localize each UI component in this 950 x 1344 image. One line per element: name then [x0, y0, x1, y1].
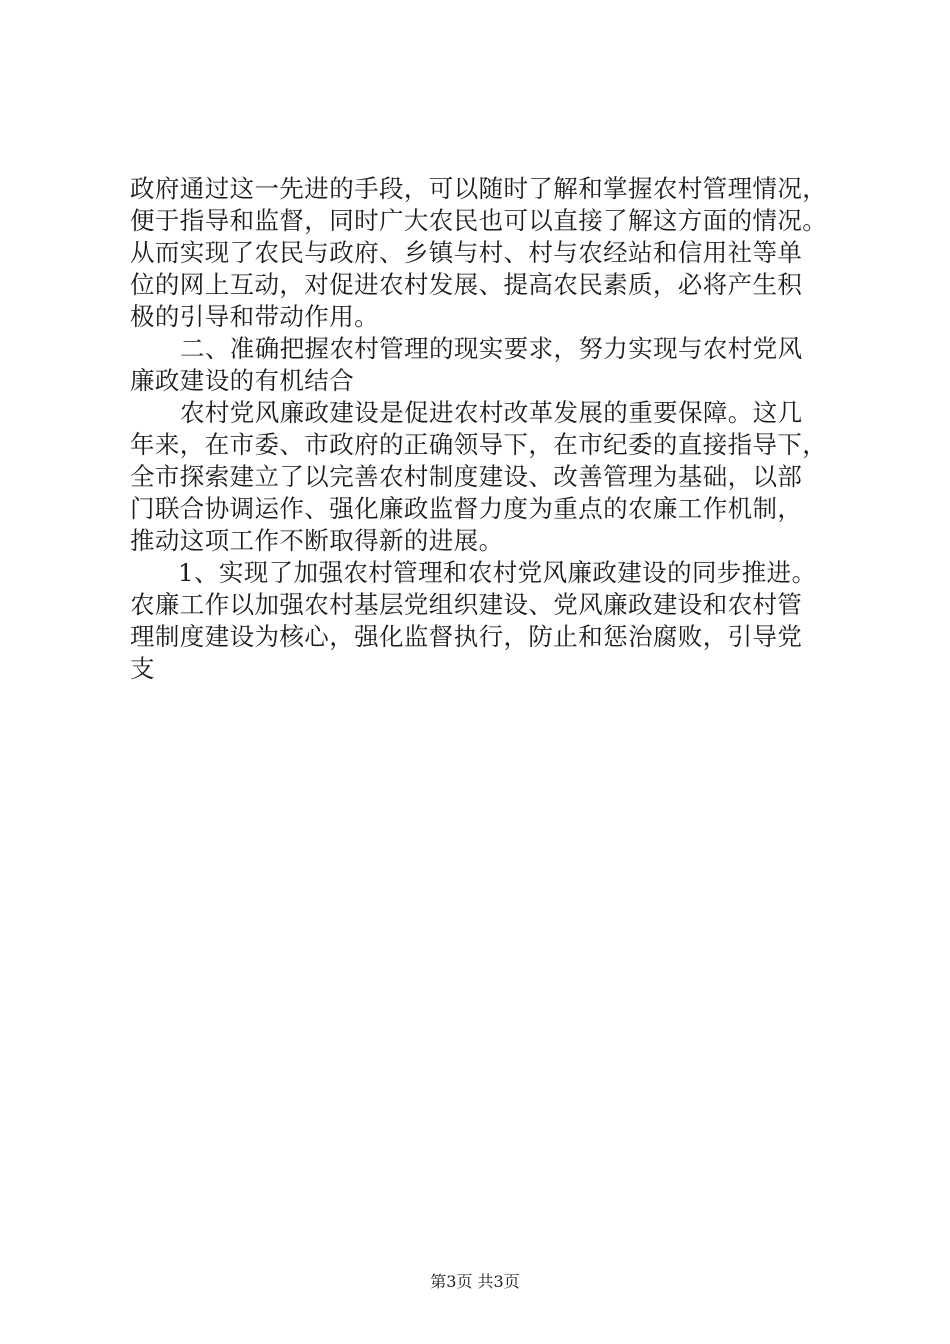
- body-text-line: 全市探索建立了以完善农村制度建设、改善管理为基础，以部: [130, 462, 803, 491]
- body-text-line: 便于指导和监督，同时广大农民也可以直接了解这方面的情况。: [130, 206, 828, 235]
- body-text-line: 推动这项工作不断取得新的进展。: [130, 526, 504, 555]
- body-text-line: 政府通过这一先进的手段，可以随时了解和掌握农村管理情况，: [130, 174, 828, 203]
- body-text-line: 支: [130, 654, 155, 683]
- body-text-line: 极的引导和带动作用。: [130, 302, 379, 331]
- body-text-line: 农廉工作以加强农村基层党组织建设、党风廉政建设和农村管: [130, 590, 803, 619]
- section-heading: 二、准确把握农村管理的现实要求，努力实现与农村党风: [180, 334, 803, 363]
- page-number-footer: 第3页 共3页: [430, 1272, 520, 1291]
- body-text-line: 门联合协调运作、强化廉政监督力度为重点的农廉工作机制，: [130, 494, 803, 523]
- section-heading: 廉政建设的有机结合: [130, 366, 355, 395]
- body-text-line: 位的网上互动，对促进农村发展、提高农民素质，必将产生积: [130, 270, 803, 299]
- body-text-line: 年来，在市委、市政府的正确领导下，在市纪委的直接指导下，: [130, 430, 828, 459]
- subsection-heading: 1、实现了加强农村管理和农村党风廉政建设的同步推进。: [178, 558, 817, 587]
- body-text-line: 理制度建设为核心，强化监督执行，防止和惩治腐败，引导党: [130, 622, 803, 651]
- body-text-line: 从而实现了农民与政府、乡镇与村、村与农经站和信用社等单: [130, 238, 803, 267]
- body-text-line: 农村党风廉政建设是促进农村改革发展的重要保障。这几: [180, 398, 803, 427]
